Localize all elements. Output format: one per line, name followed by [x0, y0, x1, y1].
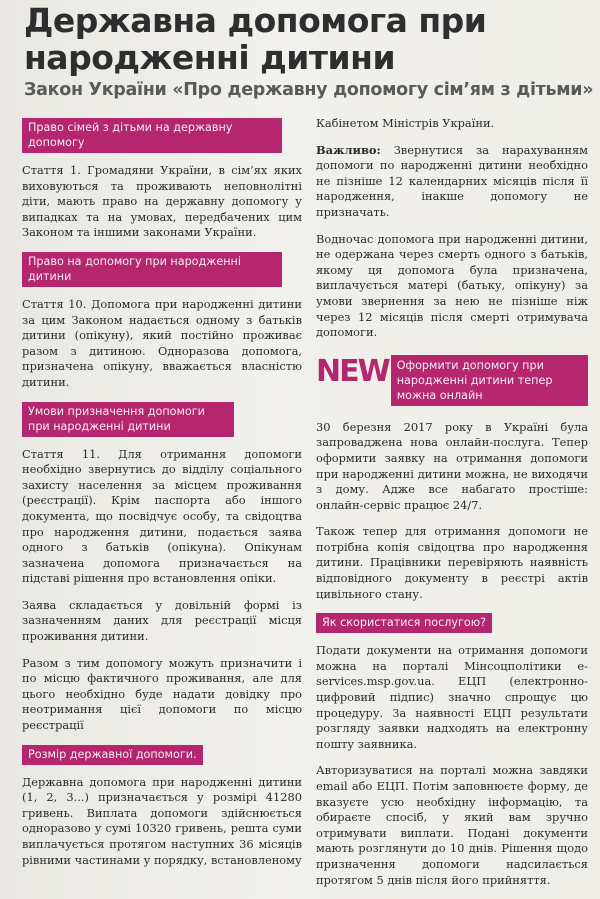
right-column: [316, 116, 588, 899]
death-case-text: Водночас допомога при народженні дитини, не одержана через смерть одного з батьків, якому ця допомога була призначена, виплачується матері (батьку, опікуну) за умови звернення за нею не пізніше ніж через 12 місяців після смерті отримувача допомоги.: [316, 231, 588, 340]
section-heading-birth-allowance-right: Право на допомогу при народженні дитини: [22, 252, 282, 287]
section-heading-family-rights: Право сімей з дітьми на державну допомогу: [22, 118, 282, 153]
new-online-heading: Оформити допомогу при народженні дитини тепер можна онлайн: [391, 355, 588, 406]
portal-text: Подати документи на отримання допомоги можна на порталі Мінсоцполітики e-services.msp.gov.ua. ЕЦП (електронно-цифровий підпис) значно спрощує цю процедуру. За наявності ЕЦП результати розгляду заявки надходять на електронну пошту заявника.: [316, 643, 588, 751]
online-service-text: 30 березня 2017 року в Україні була запроваджена нова онлайн-послуга. Тепер оформити заявку на отримання допомоги при народженні дитини можна, не виходячи з дому. Адже все набагато простіше: онлайн-сервіс працює 24/7.: [316, 419, 588, 512]
amount-text: Державна допомога при народженні дитини (1, 2, 3...) призначається у розмірі 41280 гривень. Виплата допомоги здійснюється одноразово у сумі 10320 гривень, решта суми виплачується протягом наступних 36 місяців рівними частинами у порядку, встановленому: [22, 774, 302, 867]
article-11-text: Стаття 11. Для отримання допомоги необхідно звернутись до відділу соціального захисту населення за місцем проживання (реєстрації). Крім паспорта або іншого документа, що посвідчує особу, та свідоцтва про народження дитини, подається заява одного з батьків (опікуна). Опікунам зазначена допомога призначається на підставі рішення про встановлення опіки.: [22, 446, 302, 586]
page-title: Державна допомога при народженні дитини: [24, 1, 487, 77]
important-note: [316, 143, 588, 221]
application-form-text: Заява складається у довільній формі із зазначенням даних для реєстрації місця проживання дитини.: [22, 597, 302, 644]
no-certificate-text: Також тепер для отримання допомоги не потрібна копія свідоцтва про народження дитини. Працівники перевіряють наявність відповідного документу в реєстрі актів цивільного стану.: [316, 524, 588, 601]
article-1-text: Стаття 1. Громадяни України, в сім’ях яких виховуються та проживають неповнолітні діти, мають право на державну допомогу у випадках та на умовах, передбачених цим Законом та іншими законами України.: [22, 163, 302, 240]
section-heading-conditions: Умови призначення допомоги при народженні дитини: [22, 402, 234, 437]
cabinet-text: Кабінетом Міністрів України.: [316, 116, 495, 130]
article-10-text: Стаття 10. Допомога при народженні дитини за цим Законом надається одному з батьків дитини (опікуну), який постійно проживає разом з дитиною. Одноразова допомога, призначена опікуну, вважається власністю дитини.: [22, 296, 302, 389]
important-text: Звернутися за нарахуванням допомоги по народженні дитини необхідно не пізніше 12 календарних місяців після її народження, інакше допомогу не призначать.: [316, 142, 588, 219]
actual-residence-text: Разом з тим допомогу можуть призначити і по місцю фактичного проживання, але для цього необхідно буде надати довідку про неотримання цієї допомоги по місцю реєстрації: [22, 655, 302, 733]
important-label: Важливо:: [316, 142, 381, 157]
authorization-text: Авторизуватися на порталі можна завдяки email або ЕЦП. Потім заповнюєте форму, де вказуєте усю необхідну інформацію, та обираєте спосіб, у який вам зручно отримувати виплати. Подані документи мають розглянути до 10 днів. Рішення щодо призначення допомоги надсилається протягом 5 днів після його прийняття.: [316, 763, 588, 887]
left-column: [22, 118, 302, 879]
new-online-banner: [316, 355, 588, 406]
section-heading-how-to-use: Як скористатися послугою?: [316, 613, 492, 633]
page-subtitle: Закон України «Про державну допомогу сім’ям з дітьми»: [24, 80, 594, 100]
new-tag: NEW: [316, 353, 389, 389]
section-heading-amount: Розмір державної допомоги.: [22, 745, 203, 765]
